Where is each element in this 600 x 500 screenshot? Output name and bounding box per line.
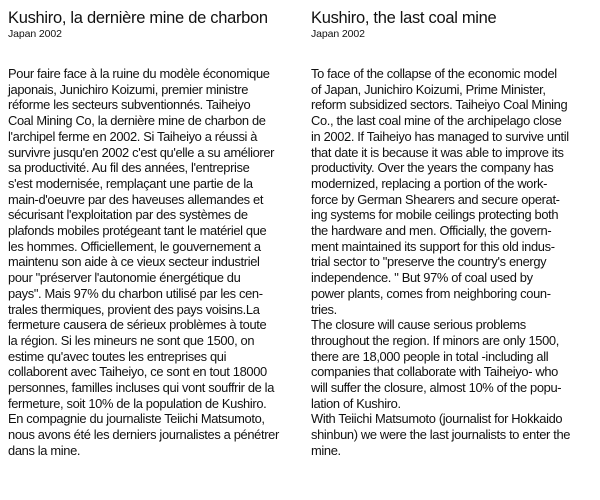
english-body: To face of the collapse of the economic model of Japan, Junichiro Koizumi, Prime Minister, reform subsidized sectors. Taiheiyo Coal Mining Co., the last coal mine of the archipelago close in 2002. If Taiheiyo has managed to survive until that date it is because it was able to improve its productivity. Over the years the company has modernized, replacing a portion of the work- force by German Shearers and secure operat- ing systems for mobile ceilings protecting both the hardware and men. Officially, the govern- ment maintained its support for this old indus- trial sector to "preserve the country's energy independence. " But 97% of coal used by power plants, comes from neighboring coun- tries. The closure will cause serious problems throughout the region. If minors are only 1500, there are 18,000 people in total -including all companies that collaborate with Taiheiyo- who will suffer the closure, almost 10% of the popu- lation of Kushiro. With Teiichi Matsumoto (journalist for Hokkaido shinbun) we were the last journalists to enter the mine.	[311, 66, 571, 458]
french-title: Kushiro, la dernière mine de charbon	[8, 9, 268, 27]
french-body: Pour faire face à la ruine du modèle économique japonais, Junichiro Koizumi, premier ministre réforme les secteurs subventionnés. Taiheiyo Coal Mining Co, la dernière mine de charbon de l'archipel ferme en 2002. Si Taiheiyo a réussi à survivre jusqu'en 2002 c'est qu'elle a su améliorer sa productivité. Au fil des années, l'entreprise s'est modernisée, remplaçant une partie de la main-d'oeuvre par des haveuses allemandes et sécurisant l'exploitation par des systèmes de plafonds mobiles protégeant tant le matériel que les hommes. Officiellement, le gouvernement a maintenu son aide à ce vieux secteur industriel pour "préserver l'autonomie énergétique du pays". Mais 97% du charbon utilisé par les cen- trales thermiques, provient des pays voisins.La fermeture causera de sérieux problèmes à toute la région. Si les mineurs ne sont que 1500, on estime qu'avec toutes les entreprises qui collaborent avec Taiheiyo, ce sont en tout 18000 personnes, familles incluses qui vont souffrir de la fermeture, soit 10% de la population de Kushiro. En compagnie du journaliste Teiichi Matsumoto, nous avons été les derniers journalistes a pénétrer dans la mine.	[8, 66, 279, 458]
french-column	[8, 9, 301, 458]
english-title: Kushiro, the last coal mine	[311, 9, 497, 27]
english-subtitle: Japan 2002	[311, 28, 365, 40]
english-column	[311, 9, 594, 458]
french-subtitle: Japan 2002	[8, 28, 62, 40]
